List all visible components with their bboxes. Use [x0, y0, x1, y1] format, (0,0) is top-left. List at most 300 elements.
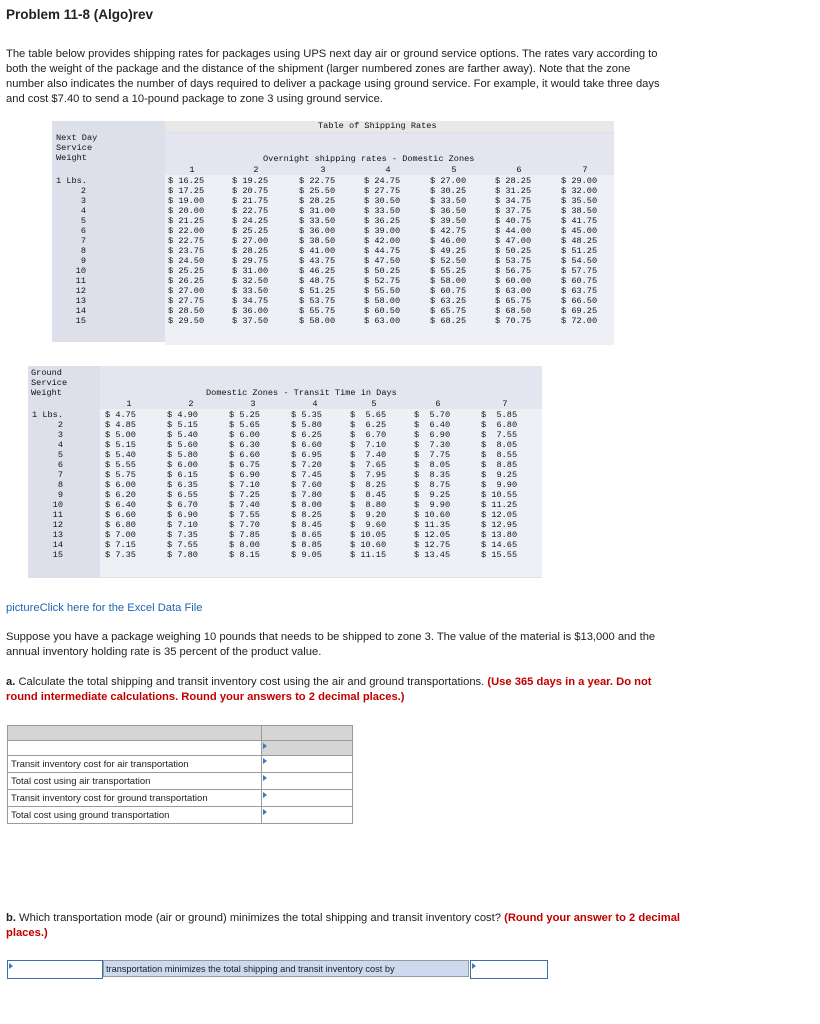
air-weight-cell: 13	[75, 296, 86, 306]
ground-weight-cell: 2	[57, 420, 63, 430]
answer-row-label: Total cost using air transportation	[8, 773, 262, 790]
part-b-answer-row	[7, 960, 547, 977]
air-rate-cell: $ 24.75	[364, 176, 401, 186]
ground-rate-cell: $ 7.45	[291, 470, 322, 480]
air-rate-cell: $ 25.25	[168, 266, 205, 276]
air-zone-label: 5	[451, 165, 457, 175]
scenario-line: annual inventory holding rate is 35 percent of the product value.	[6, 646, 322, 658]
answer-blank-cell	[262, 741, 353, 756]
air-zone-label: 1	[189, 165, 195, 175]
air-rate-cell: $ 44.75	[364, 246, 401, 256]
ground-zone-label: 3	[250, 399, 256, 409]
ground-rate-cell: $ 12.95	[481, 520, 518, 530]
ground-rate-cell: $ 5.70	[414, 410, 451, 420]
air-rate-cell: $ 41.75	[561, 216, 598, 226]
part-b-prefix: b.	[6, 912, 16, 924]
air-rate-cell: $ 45.00	[561, 226, 598, 236]
air-left-header	[56, 133, 97, 163]
ground-weight-cell: 8	[57, 480, 63, 490]
ground-rate-cell: $ 6.00	[167, 460, 198, 470]
air-rate-cell: $ 52.50	[430, 256, 467, 266]
ground-weight-cell: 13	[52, 530, 63, 540]
air-zone-label: 6	[516, 165, 522, 175]
ground-rate-cell: $ 8.35	[414, 470, 451, 480]
air-zones-header: Overnight shipping rates - Domestic Zones	[263, 154, 475, 164]
ground-rate-cell: $ 6.00	[229, 430, 260, 440]
air-weight-cell: 15	[75, 316, 86, 326]
ground-rate-cell: $ 8.25	[350, 480, 387, 490]
ground-rate-cell: $ 7.55	[167, 540, 198, 550]
ground-rate-cell: $ 14.65	[481, 540, 518, 550]
ground-rate-cell: $ 8.00	[229, 540, 260, 550]
ground-left-header	[31, 368, 67, 398]
ground-rate-cell: $ 8.75	[414, 480, 451, 490]
ground-rate-cell: $ 8.45	[291, 520, 322, 530]
air-rate-cell: $ 60.75	[430, 286, 467, 296]
part-b-text: Which transportation mode (air or ground) minimizes the total shipping and transit inventory cost?	[15, 912, 505, 924]
air-rate-cell: $ 22.75	[168, 236, 205, 246]
air-rate-cell: $ 17.25	[168, 186, 205, 196]
ground-rate-cell: $ 6.00	[105, 480, 136, 490]
part-a-prefix: a.	[6, 676, 16, 688]
air-rate-cell: $ 68.50	[495, 306, 532, 316]
air-rate-cell: $ 42.75	[430, 226, 467, 236]
ground-rate-cell: $ 8.55	[481, 450, 518, 460]
air-rate-cell: $ 16.25	[168, 176, 205, 186]
air-rate-cell: $ 22.75	[232, 206, 269, 216]
answer-row-label: Transit inventory cost for ground transportation	[8, 790, 262, 807]
air-rate-cell: $ 26.25	[168, 276, 205, 286]
air-rate-cell: $ 32.50	[232, 276, 269, 286]
air-zone-column	[168, 176, 204, 326]
ground-rate-cell: $ 9.25	[414, 490, 451, 500]
ground-rate-cell: $ 6.80	[481, 420, 518, 430]
ground-rate-cell: $ 5.35	[291, 410, 322, 420]
ground-rate-cell: $ 5.60	[167, 440, 198, 450]
ground-rate-cell: $ 11.25	[481, 500, 518, 510]
input-flag-icon	[9, 963, 13, 969]
ground-rate-cell: $ 12.05	[414, 530, 451, 540]
air-rate-cell: $ 19.25	[232, 176, 269, 186]
ground-rate-cell: $ 7.60	[291, 480, 322, 490]
air-transit-cost-input[interactable]	[262, 756, 353, 773]
air-weight-cell: 6	[80, 226, 86, 236]
air-rate-cell: $ 22.75	[299, 176, 336, 186]
ground-rate-cell: $ 8.45	[350, 490, 387, 500]
ground-total-cost-input[interactable]	[262, 807, 353, 824]
air-rate-cell: $ 54.50	[561, 256, 598, 266]
ground-rate-cell: $ 9.20	[350, 510, 387, 520]
air-weight-cell: 5	[80, 216, 86, 226]
air-rate-cell: $ 60.50	[364, 306, 401, 316]
ground-rate-cell: $ 6.60	[291, 440, 322, 450]
ground-rate-cell: $ 6.75	[229, 460, 260, 470]
air-rate-cell: $ 46.00	[430, 236, 467, 246]
air-rate-cell: $ 27.00	[430, 176, 467, 186]
air-rate-cell: $ 56.75	[495, 266, 532, 276]
intro-line: number also indicates the number of days required to deliver a package using ground service. For example, it would take three days	[6, 78, 660, 90]
air-rate-cell: $ 20.75	[232, 186, 269, 196]
answer-row-label: Transit inventory cost for air transportation	[8, 756, 262, 773]
air-weight-cell: 12	[75, 286, 86, 296]
air-rate-cell: $ 39.50	[430, 216, 467, 226]
air-rate-cell: $ 39.00	[364, 226, 401, 236]
air-table-caption: Table of Shipping Rates	[318, 121, 437, 131]
air-rate-cell: $ 28.25	[495, 176, 532, 186]
air-rate-cell: $ 19.00	[168, 196, 205, 206]
air-rate-cell: $ 68.25	[430, 316, 467, 326]
ground-zone-column	[105, 410, 136, 560]
ground-rate-cell: $ 10.05	[350, 530, 387, 540]
ground-rate-cell: $ 7.00	[105, 530, 136, 540]
ground-rate-cell: $ 7.10	[229, 480, 260, 490]
air-rate-cell: $ 32.00	[561, 186, 598, 196]
ground-rate-cell: $ 5.00	[105, 430, 136, 440]
air-rate-cell: $ 33.50	[232, 286, 269, 296]
ground-rate-cell: $ 13.80	[481, 530, 518, 540]
air-rate-cell: $ 48.75	[299, 276, 336, 286]
ground-rate-cell: $ 6.95	[291, 450, 322, 460]
air-rate-cell: $ 55.25	[430, 266, 467, 276]
air-rate-cell: $ 24.25	[232, 216, 269, 226]
air-weight-cell: 10	[75, 266, 86, 276]
ground-zone-column	[167, 410, 198, 560]
air-rate-cell: $ 25.25	[232, 226, 269, 236]
ground-rate-cell: $ 7.55	[229, 510, 260, 520]
scenario-paragraph	[6, 630, 655, 660]
air-rate-cell: $ 28.25	[232, 246, 269, 256]
ground-rate-cell: $ 9.05	[291, 550, 322, 560]
ground-weight-column	[31, 410, 63, 560]
air-rate-cell: $ 47.50	[364, 256, 401, 266]
ground-rate-cell: $ 8.00	[291, 500, 322, 510]
ground-left-header-line: Weight	[31, 388, 62, 398]
ground-rate-cell: $ 6.60	[105, 510, 136, 520]
intro-paragraph	[6, 47, 660, 107]
ground-rate-cell: $ 8.05	[481, 440, 518, 450]
air-left-header-line: Next Day	[56, 133, 98, 143]
ground-zone-column	[291, 410, 322, 560]
ground-rate-cell: $ 7.25	[229, 490, 260, 500]
input-flag-icon	[472, 963, 476, 969]
ground-rate-cell: $ 8.15	[229, 550, 260, 560]
air-rate-cell: $ 30.50	[364, 196, 401, 206]
intro-line: both the weight of the package and the distance of the shipment (larger numbered zones are farther away). Note that the zone	[6, 63, 631, 75]
ground-rate-cell: $ 7.20	[291, 460, 322, 470]
air-rate-cell: $ 72.00	[561, 316, 598, 326]
ground-zone-label: 7	[502, 399, 508, 409]
ground-weight-cell: 12	[52, 520, 63, 530]
air-rate-cell: $ 42.00	[364, 236, 401, 246]
air-rate-cell: $ 36.25	[364, 216, 401, 226]
air-rate-cell: $ 33.50	[364, 206, 401, 216]
input-flag-icon	[263, 758, 267, 764]
air-rate-cell: $ 55.50	[364, 286, 401, 296]
ground-rate-cell: $ 6.40	[105, 500, 136, 510]
air-rate-cell: $ 47.00	[495, 236, 532, 246]
ground-rate-cell: $ 9.60	[350, 520, 387, 530]
air-rate-cell: $ 57.75	[561, 266, 598, 276]
answer-blank-cell	[8, 741, 262, 756]
ground-weight-cell: 7	[57, 470, 63, 480]
air-rate-cell: $ 30.25	[430, 186, 467, 196]
ground-rate-cell: $ 11.35	[414, 520, 451, 530]
ground-rate-cell: $ 10.55	[481, 490, 518, 500]
answer-row-label: Total cost using ground transportation	[8, 807, 262, 824]
air-rate-cell: $ 58.00	[364, 296, 401, 306]
air-rate-cell: $ 29.50	[168, 316, 205, 326]
air-rate-cell: $ 27.75	[364, 186, 401, 196]
ground-rate-cell: $ 8.80	[350, 500, 387, 510]
air-weight-cell: 14	[75, 306, 86, 316]
ground-rate-cell: $ 6.60	[229, 450, 260, 460]
ground-rate-cell: $ 6.90	[414, 430, 451, 440]
ground-rate-cell: $ 10.60	[414, 510, 451, 520]
intro-line: and cost $7.40 to send a 10-pound package to zone 3 using ground service.	[6, 93, 383, 105]
ground-weight-cell: 3	[57, 430, 63, 440]
part-b-instruction: (Round your answer to 2 decimal	[504, 912, 681, 924]
ground-zone-column	[350, 410, 386, 560]
ground-rate-cell: $ 5.65	[350, 410, 387, 420]
air-rate-cell: $ 35.50	[561, 196, 598, 206]
air-rate-cell: $ 31.00	[232, 266, 269, 276]
ground-rate-cell: $ 6.20	[105, 490, 136, 500]
ground-zone-column	[481, 410, 517, 560]
ground-zone-label: 6	[435, 399, 441, 409]
air-rate-cell: $ 53.75	[495, 256, 532, 266]
ground-zone-column	[414, 410, 450, 560]
ground-rate-cell: $ 8.85	[481, 460, 518, 470]
air-zone-column	[561, 176, 597, 326]
air-rate-cell: $ 24.50	[168, 256, 205, 266]
input-flag-icon	[263, 809, 267, 815]
ground-rate-cell: $ 7.10	[167, 520, 198, 530]
air-rate-cell: $ 60.75	[561, 276, 598, 286]
air-rate-cell: $ 27.00	[232, 236, 269, 246]
part-a-question	[6, 675, 652, 705]
air-zone-label: 7	[582, 165, 588, 175]
scenario-line: Suppose you have a package weighing 10 pounds that needs to be shipped to zone 3. The value of the material is $13,000 and the	[6, 631, 656, 643]
air-left-header-line: Service	[56, 143, 93, 153]
ground-rate-cell: $ 5.55	[105, 460, 136, 470]
ground-rate-cell: $ 12.75	[414, 540, 451, 550]
ground-rate-cell: $ 6.55	[167, 490, 198, 500]
air-rate-cell: $ 28.25	[299, 196, 336, 206]
air-rate-cell: $ 53.75	[299, 296, 336, 306]
ground-rate-cell: $ 10.60	[350, 540, 387, 550]
ground-rate-cell: $ 7.95	[350, 470, 387, 480]
air-rate-cell: $ 22.00	[168, 226, 205, 236]
air-rate-cell: $ 28.50	[168, 306, 205, 316]
air-zone-column	[364, 176, 400, 326]
ground-rate-cell: $ 5.40	[167, 430, 198, 440]
air-zone-column	[495, 176, 531, 326]
ground-rate-cell: $ 5.40	[105, 450, 136, 460]
air-rate-cell: $ 38.50	[561, 206, 598, 216]
ground-zone-column	[229, 410, 260, 560]
ground-rate-cell: $ 5.15	[167, 420, 198, 430]
ground-zones-header: Domestic Zones - Transit Time in Days	[206, 388, 397, 398]
air-rate-cell: $ 44.00	[495, 226, 532, 236]
ground-left-header-line: Service	[31, 378, 68, 388]
air-rate-cell: $ 34.75	[495, 196, 532, 206]
ground-weight-cell: 15	[52, 550, 63, 560]
air-rate-cell: $ 27.75	[168, 296, 205, 306]
air-rate-cell: $ 60.00	[495, 276, 532, 286]
ground-rate-cell: $ 15.55	[481, 550, 518, 560]
ground-rate-cell: $ 7.40	[229, 500, 260, 510]
ground-rate-cell: $ 11.15	[350, 550, 387, 560]
ground-rate-cell: $ 6.40	[414, 420, 451, 430]
air-weight-cell: 4	[80, 206, 86, 216]
air-rate-cell: $ 55.75	[299, 306, 336, 316]
ground-rate-cell: $ 8.25	[291, 510, 322, 520]
answer-header-cell	[8, 726, 262, 741]
ground-weight-cell: 11	[52, 510, 63, 520]
air-rate-cell: $ 31.00	[299, 206, 336, 216]
air-rate-cell: $ 40.75	[495, 216, 532, 226]
ground-weight-cell: 10	[52, 500, 63, 510]
ground-rate-cell: $ 8.05	[414, 460, 451, 470]
ground-weight-cell: 6	[57, 460, 63, 470]
ground-rate-cell: $ 7.70	[229, 520, 260, 530]
ground-rate-cell: $ 5.15	[105, 440, 136, 450]
ground-zone-label: 5	[371, 399, 377, 409]
air-rate-cell: $ 29.75	[232, 256, 269, 266]
air-zone-column	[299, 176, 335, 326]
ground-transit-cost-input[interactable]	[262, 790, 353, 807]
air-rate-cell: $ 50.25	[495, 246, 532, 256]
ground-rate-cell: $ 6.70	[350, 430, 387, 440]
air-weight-cell: 11	[75, 276, 86, 286]
ground-rate-cell: $ 7.30	[414, 440, 451, 450]
ground-rate-cell: $ 6.80	[105, 520, 136, 530]
ground-rate-cell: $ 6.35	[167, 480, 198, 490]
air-rate-cell: $ 31.25	[495, 186, 532, 196]
air-rate-cell: $ 43.75	[299, 256, 336, 266]
air-weight-cell: 8	[80, 246, 86, 256]
ground-rate-cell: $ 7.40	[350, 450, 387, 460]
ground-weight-cell: 5	[57, 450, 63, 460]
ground-zone-label: 4	[312, 399, 318, 409]
air-rate-cell: $ 65.75	[430, 306, 467, 316]
air-rate-cell: $ 41.00	[299, 246, 336, 256]
ground-rate-cell: $ 6.90	[229, 470, 260, 480]
air-rate-cell: $ 51.25	[561, 246, 598, 256]
air-rate-cell: $ 51.25	[299, 286, 336, 296]
air-weight-cell: 7	[80, 236, 86, 246]
input-flag-icon	[263, 792, 267, 798]
ground-rate-cell: $ 9.25	[481, 470, 518, 480]
ground-rate-cell: $ 12.05	[481, 510, 518, 520]
air-weight-cell: 3	[80, 196, 86, 206]
air-rate-cell: $ 58.00	[430, 276, 467, 286]
ground-rate-cell: $ 7.80	[291, 490, 322, 500]
air-rate-cell: $ 21.75	[232, 196, 269, 206]
air-rate-cell: $ 58.00	[299, 316, 336, 326]
air-rate-cell: $ 69.25	[561, 306, 598, 316]
air-rate-cell: $ 63.25	[430, 296, 467, 306]
ground-rate-cell: $ 6.70	[167, 500, 198, 510]
air-rate-cell: $ 63.75	[561, 286, 598, 296]
air-weight-cell: 1 Lbs.	[56, 176, 87, 186]
ground-weight-cell: 4	[57, 440, 63, 450]
answer-table-a	[7, 725, 353, 824]
air-zone-label: 3	[320, 165, 326, 175]
air-rate-cell: $ 66.50	[561, 296, 598, 306]
ground-rate-cell: $ 5.65	[229, 420, 260, 430]
cost-difference-input[interactable]	[470, 960, 548, 979]
air-rate-cell: $ 36.00	[299, 226, 336, 236]
air-weight-column	[56, 176, 86, 326]
air-rate-cell: $ 33.50	[430, 196, 467, 206]
ground-weight-cell: 14	[52, 540, 63, 550]
air-rate-cell: $ 63.00	[495, 286, 532, 296]
transport-mode-select[interactable]	[7, 960, 103, 979]
ground-rate-cell: $ 7.80	[167, 550, 198, 560]
ground-rate-cell: $ 8.65	[291, 530, 322, 540]
air-zone-label: 2	[253, 165, 259, 175]
part-a-instruction: (Use 365 days in a year. Do not	[487, 676, 652, 688]
ground-rate-cell: $ 13.45	[414, 550, 451, 560]
ground-rate-cell: $ 7.10	[350, 440, 387, 450]
ground-rate-cell: $ 6.25	[291, 430, 322, 440]
input-flag-icon	[263, 775, 267, 781]
ground-rate-cell: $ 5.75	[105, 470, 136, 480]
answer-header-cell	[262, 726, 353, 741]
air-rate-cell: $ 38.50	[299, 236, 336, 246]
air-rate-cell: $ 49.25	[430, 246, 467, 256]
air-weight-cell: 2	[80, 186, 86, 196]
air-rate-cell: $ 48.25	[561, 236, 598, 246]
air-zone-column	[430, 176, 466, 326]
ground-rate-cell: $ 4.90	[167, 410, 198, 420]
air-rate-cell: $ 52.75	[364, 276, 401, 286]
ground-rate-cell: $ 5.80	[167, 450, 198, 460]
part-a-text: Calculate the total shipping and transit inventory cost using the air and ground transportations.	[15, 676, 488, 688]
air-left-header-line: Weight	[56, 153, 87, 163]
ground-rate-cell: $ 7.35	[105, 550, 136, 560]
air-rate-cell: $ 50.25	[364, 266, 401, 276]
ground-left-header-line: Ground	[31, 368, 62, 378]
ground-rate-cell: $ 7.75	[414, 450, 451, 460]
air-rate-cell: $ 63.00	[364, 316, 401, 326]
part-b-question	[6, 911, 680, 941]
air-rate-cell: $ 33.50	[299, 216, 336, 226]
ground-rate-cell: $ 7.65	[350, 460, 387, 470]
air-rate-cell: $ 36.50	[430, 206, 467, 216]
air-rate-cell: $ 37.50	[232, 316, 269, 326]
air-rate-cell: $ 70.75	[495, 316, 532, 326]
air-rate-cell: $ 23.75	[168, 246, 205, 256]
ground-rate-cell: $ 6.25	[350, 420, 387, 430]
excel-data-link[interactable]: pictureClick here for the Excel Data File	[6, 602, 203, 614]
air-rate-cell: $ 29.00	[561, 176, 598, 186]
ground-rate-cell: $ 8.85	[291, 540, 322, 550]
intro-line: The table below provides shipping rates for packages using UPS next day air or ground service options. The rates vary according to	[6, 48, 658, 60]
air-total-cost-input[interactable]	[262, 773, 353, 790]
ground-weight-cell: 9	[57, 490, 63, 500]
ground-rate-cell: $ 7.85	[229, 530, 260, 540]
air-zone-label: 4	[385, 165, 391, 175]
ground-rate-cell: $ 4.75	[105, 410, 136, 420]
air-rate-cell: $ 65.75	[495, 296, 532, 306]
ground-weight-cell: 1 Lbs.	[32, 410, 63, 420]
air-rate-cell: $ 27.00	[168, 286, 205, 296]
ground-rate-cell: $ 7.15	[105, 540, 136, 550]
ground-rate-cell: $ 5.25	[229, 410, 260, 420]
input-flag-icon	[263, 743, 267, 749]
